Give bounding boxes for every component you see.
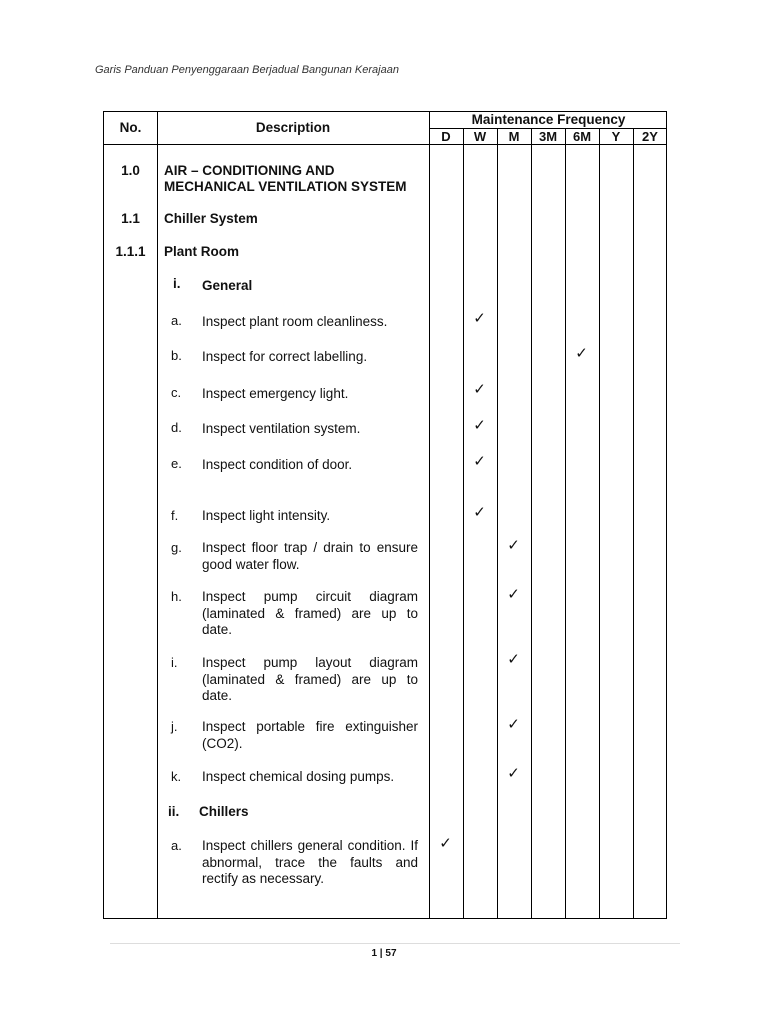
section-number: 1.0 [121, 163, 140, 178]
item-text: Inspect plant room cleanliness. [202, 314, 388, 329]
item-letter: c. [171, 385, 182, 400]
check-mark: ✓ [507, 716, 520, 733]
item-letter: h. [171, 589, 182, 604]
item-letter: a. [171, 313, 182, 328]
section-title: Chiller System [164, 211, 258, 226]
col-divider [633, 128, 634, 918]
check-mark: ✓ [439, 835, 452, 852]
header-maintenance-frequency: Maintenance Frequency [471, 112, 626, 127]
section-title: Plant Room [164, 244, 240, 259]
freq-header-m: M [508, 129, 520, 144]
item-letter: b. [171, 348, 182, 363]
item-letter: d. [171, 420, 182, 435]
header-no: No. [119, 120, 142, 135]
freq-header-d: D [441, 129, 451, 144]
check-mark: ✓ [507, 586, 520, 603]
item-letter: a. [171, 838, 182, 853]
check-mark: ✓ [473, 504, 486, 521]
check-mark: ✓ [473, 381, 486, 398]
item-text: Inspect floor trap / drain to ensure good water flow. [202, 540, 418, 572]
page-header: Garis Panduan Penyenggaraan Berjadual Bangunan Kerajaan [95, 64, 399, 76]
item-letter: i. [171, 655, 178, 670]
col-divider [599, 128, 600, 918]
check-mark: ✓ [507, 765, 520, 782]
freq-header-3m: 3M [538, 129, 558, 144]
item-letter: j. [171, 719, 178, 734]
check-mark: ✓ [473, 310, 486, 327]
item-text: Inspect condition of door. [202, 457, 353, 472]
item-text: Inspect ventilation system. [202, 421, 361, 436]
item-letter: g. [171, 540, 182, 555]
col-divider [429, 112, 430, 918]
freq-header-6m: 6M [572, 129, 592, 144]
col-divider [463, 128, 464, 918]
col-divider [531, 128, 532, 918]
item-text: Inspect emergency light. [202, 386, 349, 401]
item-text: Inspect portable fire extinguisher (CO2). [202, 719, 418, 751]
item-text: Inspect chillers general condition. If abnormal, trace the faults and rectify as necessary. [202, 838, 418, 886]
group-numeral: ii. [168, 804, 180, 819]
item-text: Inspect light intensity. [202, 508, 331, 523]
section-number: 1.1 [121, 211, 140, 226]
item-letter: k. [171, 769, 182, 784]
freq-header-w: W [473, 129, 487, 144]
section-title: AIR – CONDITIONING AND MECHANICAL VENTILATION SYSTEM [164, 163, 407, 194]
check-mark: ✓ [575, 345, 588, 362]
item-text: Inspect for correct labelling. [202, 349, 368, 364]
freq-header-y: Y [611, 129, 621, 144]
item-text: Inspect chemical dosing pumps. [202, 769, 395, 784]
col-divider [565, 128, 566, 918]
section-number: 1.1.1 [115, 244, 146, 259]
col-divider [157, 112, 158, 918]
row-divider [104, 144, 666, 145]
item-letter: f. [171, 508, 179, 523]
header-description: Description [255, 120, 331, 135]
col-divider [497, 128, 498, 918]
check-mark: ✓ [473, 453, 486, 470]
group-title: General [202, 278, 253, 293]
item-text: Inspect pump circuit diagram (laminated & framed) are up to date. [202, 589, 418, 637]
page-number: 1 | 57 [371, 948, 397, 959]
check-mark: ✓ [473, 417, 486, 434]
footer-rule [110, 943, 680, 944]
check-mark: ✓ [507, 537, 520, 554]
maintenance-table [103, 111, 667, 919]
item-letter: e. [171, 456, 182, 471]
group-numeral: i. [173, 276, 181, 291]
freq-header-2y: 2Y [642, 129, 658, 144]
check-mark: ✓ [507, 651, 520, 668]
group-title: Chillers [199, 804, 249, 819]
item-text: Inspect pump layout diagram (laminated & framed) are up to date. [202, 655, 418, 703]
